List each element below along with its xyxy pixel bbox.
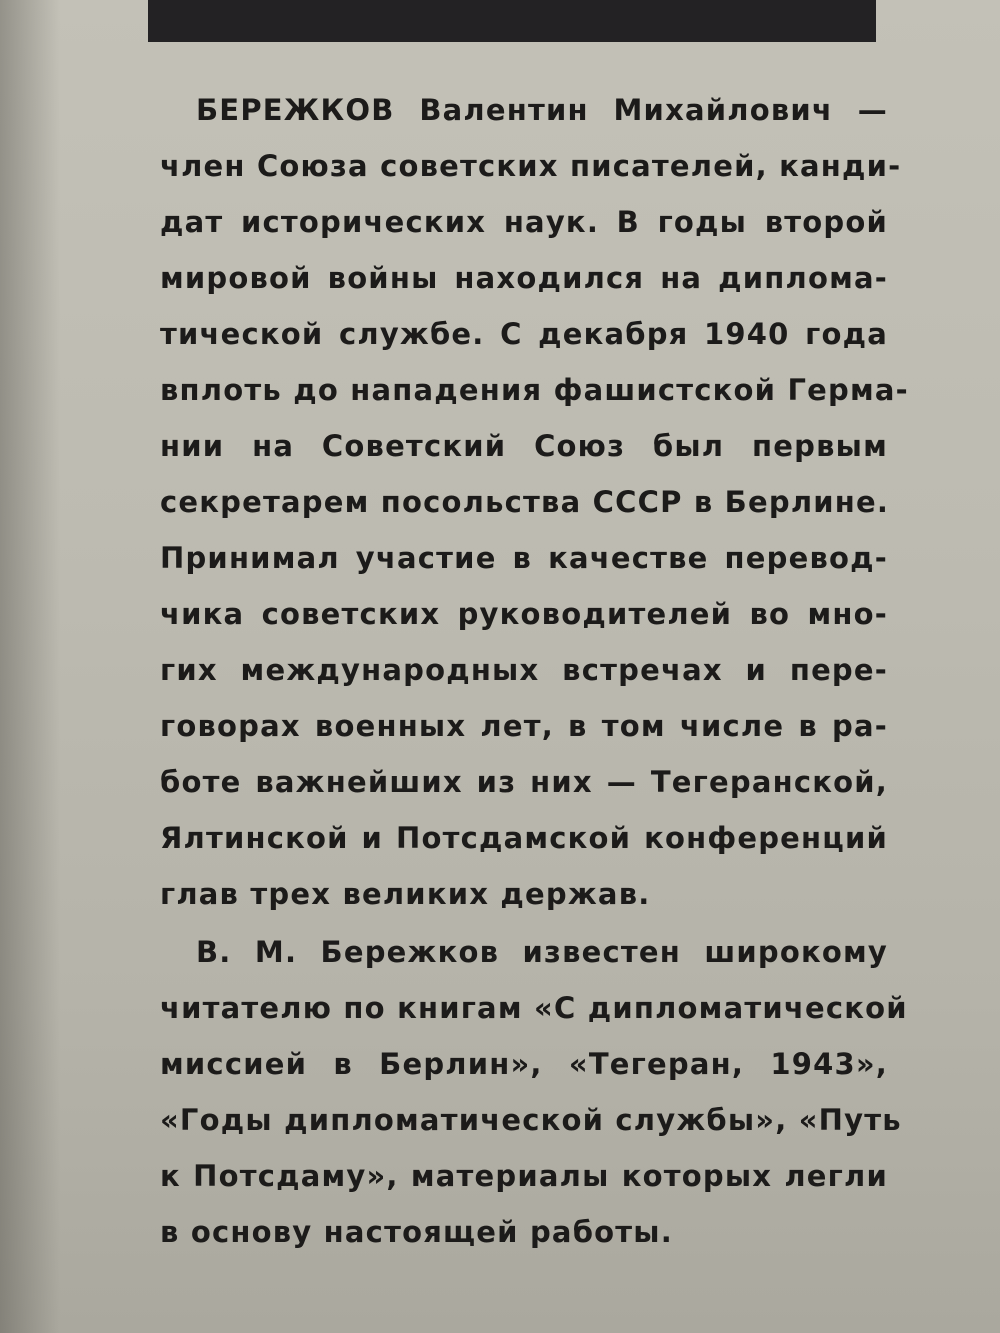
text-line: Принимал участие в качестве перевод-	[160, 541, 888, 575]
top-dark-band	[148, 0, 876, 42]
text-line: тической службе. С декабря 1940 года	[160, 317, 888, 351]
text-line: Ялтинской и Потсдамской конференций	[160, 821, 888, 855]
text-line: БЕРЕЖКОВ Валентин Михайлович —	[196, 93, 888, 127]
text-line: гих международных встречах и пере-	[160, 653, 888, 687]
page-edge-shadow	[0, 0, 60, 1333]
text-line: чика советских руководителей во мно-	[160, 597, 888, 631]
text-line: говорах военных лет, в том числе в ра-	[160, 709, 888, 743]
bio-paragraph	[160, 82, 909, 922]
books-paragraph	[160, 924, 908, 1260]
text-line: к Потсдаму», материалы которых легли	[160, 1159, 888, 1193]
text-line: читателю по книгам «С дипломатической	[160, 991, 908, 1025]
text-line: В. М. Бережков известен широкому	[196, 935, 888, 969]
text-line: вплоть до нападения фашистской Герма-	[160, 373, 909, 407]
text-line: секретарем посольства СССР в Берлине.	[160, 485, 890, 519]
text-line: в основу настоящей работы.	[160, 1215, 673, 1249]
text-line: мировой войны находился на диплома-	[160, 261, 888, 295]
text-line: дат исторических наук. В годы второй	[160, 205, 888, 239]
text-line: глав трех великих держав.	[160, 877, 651, 911]
text-line: член Союза советских писателей, канди-	[160, 149, 902, 183]
text-line: миссией в Берлин», «Тегеран, 1943»,	[160, 1047, 888, 1081]
author-bio-text	[160, 82, 909, 1260]
text-line: «Годы дипломатической службы», «Путь	[160, 1103, 902, 1137]
text-line: нии на Советский Союз был первым	[160, 429, 888, 463]
text-line: боте важнейших из них — Тегеранской,	[160, 765, 888, 799]
